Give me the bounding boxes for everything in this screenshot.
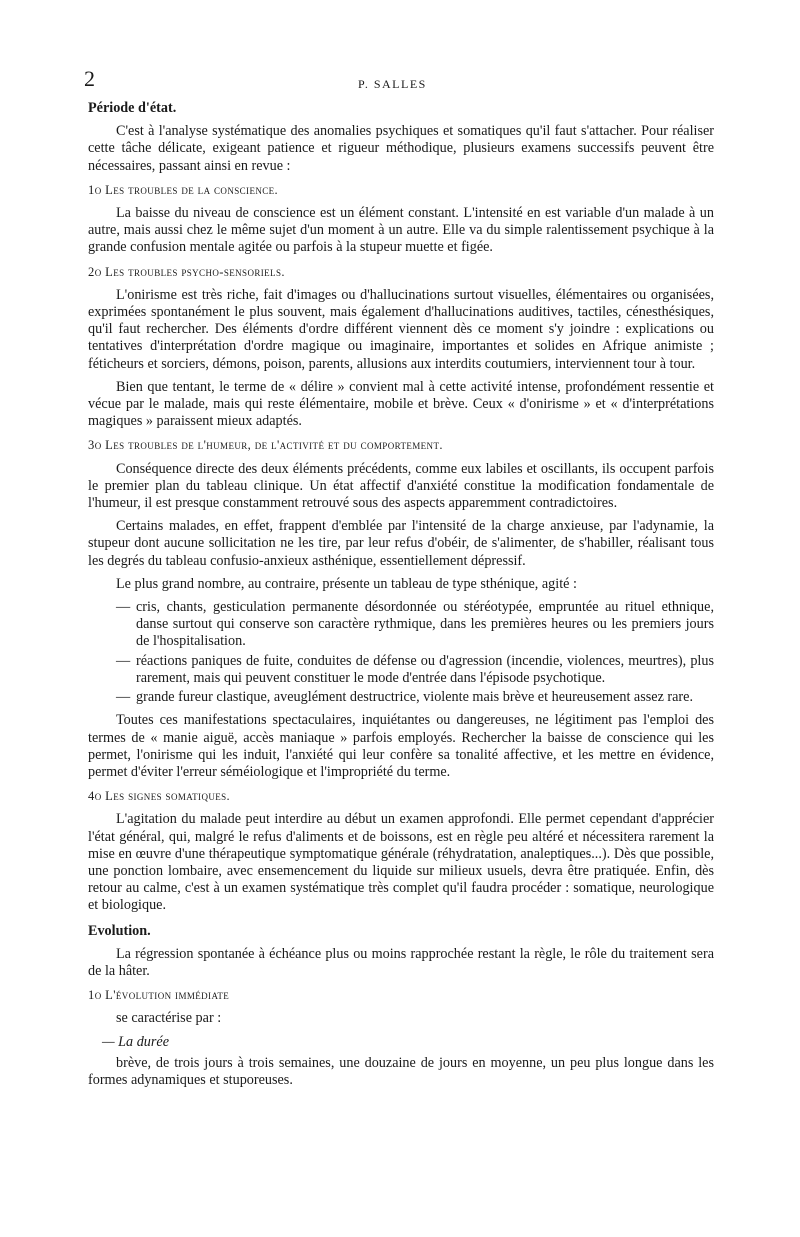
paragraph-regression: La régression spontanée à échéance plus ou moins rapprochée restant la règle, le rôle du traitement sera de la hâter. bbox=[88, 945, 714, 979]
paragraph-plus-grand-nombre: Le plus grand nombre, au contraire, présente un tableau de type sthénique, agité : bbox=[116, 575, 577, 592]
subheading-humeur: 3o Les troubles de l'humeur, de l'activité et du comportement. bbox=[88, 438, 443, 453]
list-item: — cris, chants, gesticulation permanente désordonnée ou stéréotypée, empruntée au rituel ethnique, danse surtout qui conserve son caractère rythmique, dans les premières heures ou les premiers jours de l'hospitalisation. bbox=[88, 599, 714, 651]
paragraph-conscience: La baisse du niveau de conscience est un élément constant. L'intensité en est variable d'un malade à un autre, mais aussi chez le même sujet d'un moment à un autre. Elle va du simple ralentissement psychique à la grande confusion mentale agitée ou parfois à la stupeur muette et figée. bbox=[88, 205, 714, 256]
subheading-conscience: 1o Les troubles de la conscience. bbox=[88, 182, 279, 197]
paragraph-caracterise: se caractérise par : bbox=[116, 1010, 222, 1027]
list-item: — réactions paniques de fuite, conduites de défense ou d'agression (incendie, violences, meurtres), plus rarement, mais qui peuvent constituer le mode d'entrée dans l'épisode psychotique. bbox=[88, 653, 714, 687]
section-heading-periode-etat: Période d'état. bbox=[88, 100, 177, 116]
document-page bbox=[84, 66, 714, 1095]
symptom-list bbox=[88, 599, 714, 706]
subheading-psycho-sensoriels: 2o Les troubles psycho-sensoriels. bbox=[88, 264, 285, 279]
subheading-evolution-immediate: 1o L'évolution immédiate bbox=[88, 988, 230, 1003]
paragraph-duree: brève, de trois jours à trois semaines, une douzaine de jours en moyenne, un peu plus longue dans les formes adynamiques et stuporeuses. bbox=[88, 1054, 714, 1088]
page-header bbox=[84, 66, 714, 92]
running-head: P. SALLES bbox=[358, 77, 427, 91]
paragraph-delire: Bien que tentant, le terme de « délire » convient mal à cette activité intense, profondément ressentie et vécue par le malade, mais qui reste élémentaire, mobile et brève. Ceux « d'onirisme » et « d'interprétations magiques » paraissent mieux adaptés. bbox=[88, 378, 714, 430]
paragraph-onirisme: L'onirisme est très riche, fait d'images ou d'hallucinations surtout visuelles, élémentaires ou organisées, exprimées spontanément le plus souvent, mais également d'hallucinations auditives, tactiles, cénesthésiques, qu'il faut rechercher. Des éléments d'ordre différent viennent dès ce moment s'y joindre : explications ou tentatives d'interprétation d'ordre magique ou imaginaire, importantes et solides en Afrique animiste ; féticheurs et sorciers, démons, poison, parents, allusions aux interdits coutumiers, interviennent tour à tour. bbox=[88, 286, 714, 372]
section-heading-evolution: Evolution. bbox=[88, 922, 151, 939]
paragraph-agitation: L'agitation du malade peut interdire au début un examen approfondi. Elle permet cependant d'apprécier l'état général, qui, malgré le refus d'aliments et de boissons, est en règle peu altéré et nécessitera rarement la mise en œuvre d'une thérapeutique symptomatique générale (réhydratation, analeptiques...). Dès que possible, une ponction lombaire, avec ensemencement du liquide sur milieux usuels, devra être pratiquée. Enfin, dès retour au calme, c'est à un examen systématique très complet qu'il faudra procéder : somatique, neurologique et biologique. bbox=[88, 811, 714, 914]
page-number: 2 bbox=[84, 66, 95, 91]
paragraph-certains-malades: Certains malades, en effet, frappent d'emblée par l'intensité de la charge anxieuse, par l'adynamie, la stupeur dont aucune sollicitation ne les tire, par leur refus d'obéir, de s'alimenter, de s'habiller, réalisant tous les degrés du tableau confusio-anxieux asthénique, essentiellement dépressif. bbox=[88, 518, 714, 569]
paragraph-intro: C'est à l'analyse systématique des anomalies psychiques et somatiques qu'il faut s'attacher. Pour réaliser cette tâche délicate, exigeant patience et rigueur méthodique, plusieurs examens successifs peuvent être nécessaires, passant ainsi en revue : bbox=[88, 123, 714, 174]
list-item: — grande fureur clastique, aveuglément destructrice, violente mais brève et heureusement assez rare. bbox=[88, 689, 714, 706]
label-duree: — La durée bbox=[102, 1033, 169, 1050]
paragraph-consequence: Conséquence directe des deux éléments précédents, comme eux labiles et oscillants, ils occupent parfois le premier plan du tableau clinique. Un état affectif d'anxiété constitue la modification fondamentale de l'humeur, il est presque constamment retrouvé sous des aspects apparemment contradictoires. bbox=[88, 460, 714, 512]
paragraph-manifestations: Toutes ces manifestations spectaculaires, inquiétantes ou dangereuses, ne légitiment pas l'emploi des termes de « manie aiguë, accès maniaque » parfois employés. Rechercher la baisse de conscience qui les permet, l'onirisme qui les induit, l'anxiété qui leur confère sa tonalité affective, et les mettre en évidence, permet d'éviter l'erreur séméiologique et l'impropriété du terme. bbox=[88, 712, 714, 780]
subheading-signes-somatiques: 4o Les signes somatiques. bbox=[88, 789, 231, 804]
